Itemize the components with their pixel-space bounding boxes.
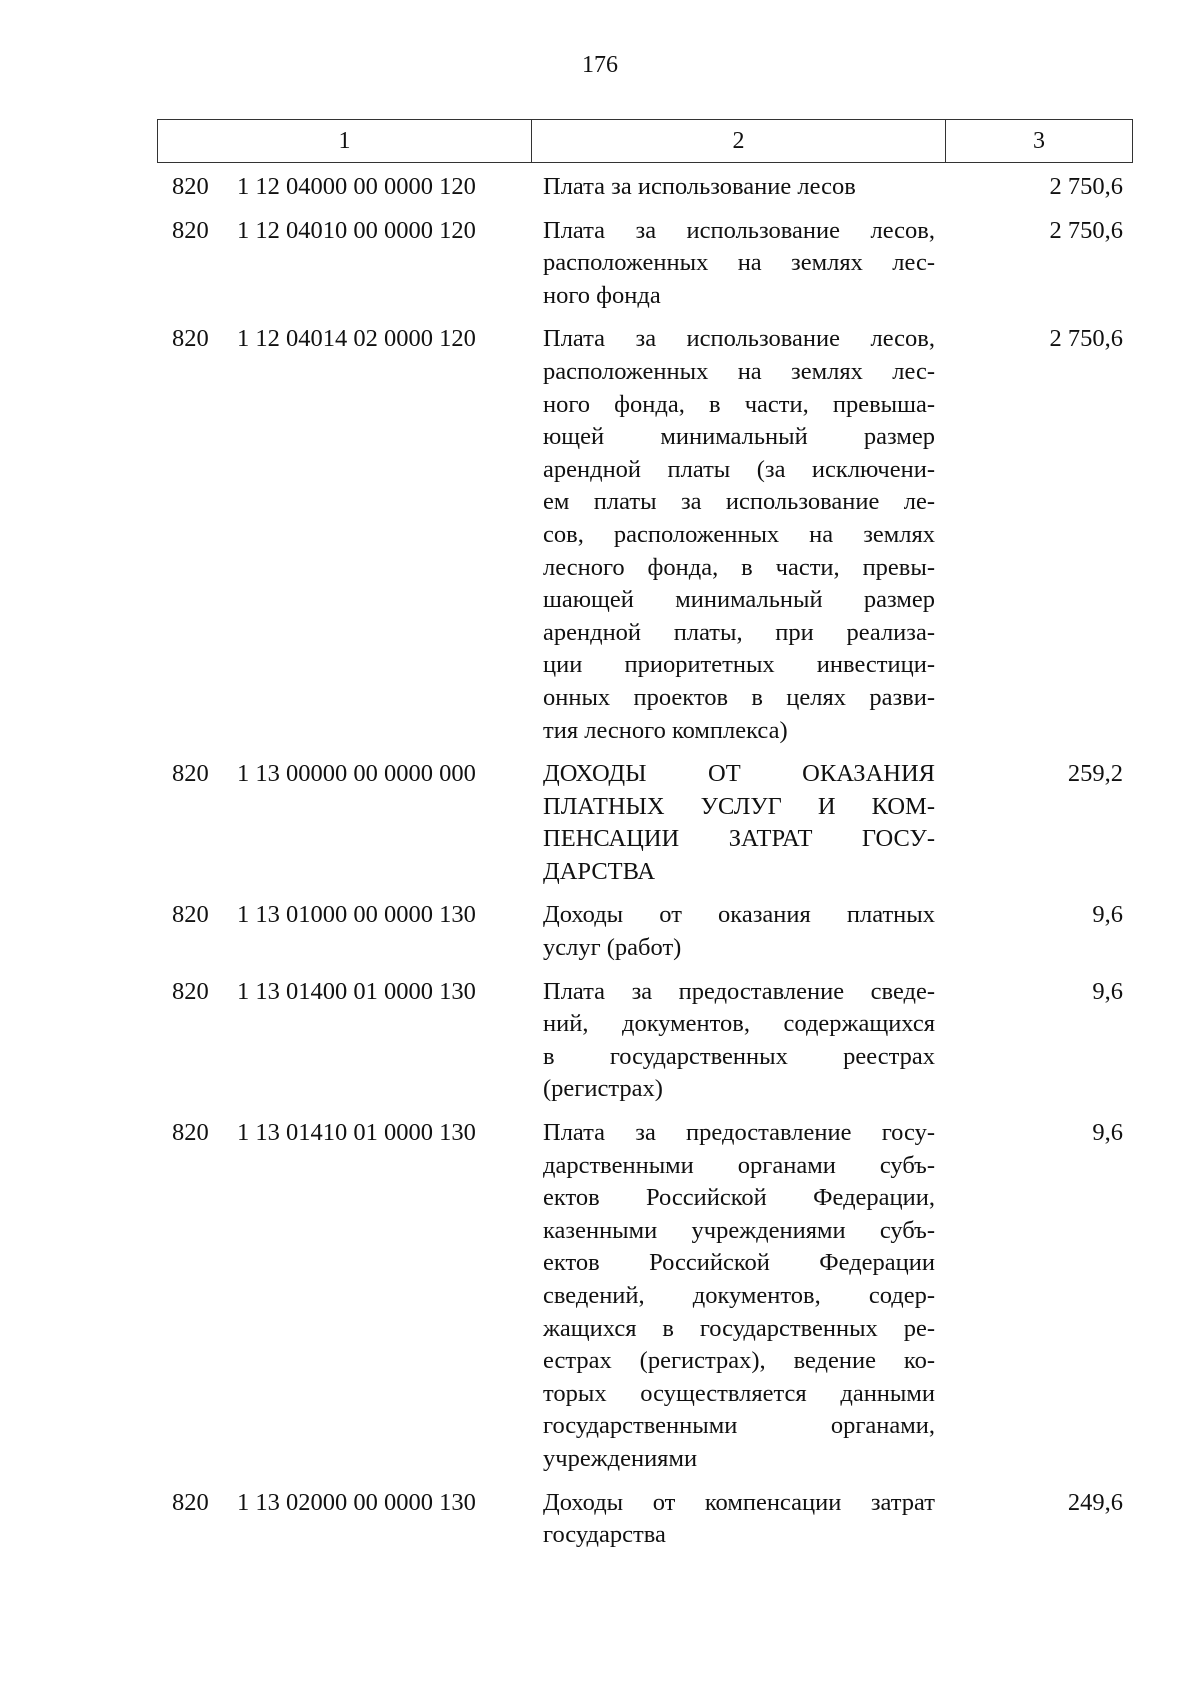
amount-value: 2 750,6: [1049, 216, 1123, 244]
revenue-name-line: ции приоритетных инвестици-: [543, 651, 935, 679]
revenue-name-line: ПЕНСАЦИИ ЗАТРАТ ГОСУ-: [543, 825, 935, 853]
revenue-name: [531, 758, 945, 888]
admin-code: 820: [172, 1119, 209, 1147]
amount-value: 259,2: [1067, 760, 1123, 788]
revenue-name: [531, 1117, 945, 1476]
admin-code: 820: [172, 173, 209, 200]
amount-value: 9,6: [1092, 977, 1123, 1005]
revenue-name-line: лесного фонда, в части, превы-: [543, 553, 935, 581]
revenue-name-line: сведений, документов, содер-: [543, 1282, 935, 1309]
revenue-name-line: ющей минимальный размер: [543, 423, 935, 451]
header-col-2: 2: [532, 120, 946, 162]
admin-code: 820: [172, 977, 209, 1005]
revenue-name-line: естрах (регистрах), ведение ко-: [543, 1347, 935, 1375]
revenue-name-line: Доходы от оказания платных: [543, 901, 935, 929]
page-number: 176: [582, 52, 618, 78]
revenue-name-line: ектов Российской Федерации: [543, 1249, 935, 1277]
revenue-name-line: ного фонда: [543, 281, 661, 309]
revenue-name: [531, 171, 945, 204]
revenue-name-line: Доходы от компенсации затрат: [543, 1488, 935, 1516]
revenue-name-line: Плата за использование лесов,: [543, 325, 935, 353]
revenue-name-line: сов, расположенных на землях: [543, 520, 935, 548]
revenue-name-line: арендной платы, при реализа-: [543, 618, 935, 646]
amount-value: 9,6: [1092, 1119, 1123, 1147]
table-row: [157, 1487, 1133, 1552]
revenue-name-line: жащихся в государственных ре-: [543, 1314, 935, 1342]
table-row: [157, 899, 1133, 964]
admin-code: 820: [172, 325, 209, 353]
table-row: [157, 1117, 1133, 1476]
revenue-name: [531, 215, 945, 313]
revenue-name-line: Плата за использование лесов,: [543, 216, 935, 244]
revenue-name-line: государства: [543, 1521, 666, 1549]
revenue-name-line: (регистрах): [543, 1075, 663, 1103]
revenue-name-line: онных проектов в целях разви-: [543, 683, 935, 711]
revenue-name-line: ДОХОДЫ ОТ ОКАЗАНИЯ: [543, 760, 935, 788]
revenue-name-line: услуг (работ): [543, 934, 682, 962]
budget-classification-code: 1 12 04010 00 0000 120: [237, 216, 476, 244]
amount-value: 2 750,6: [1049, 173, 1123, 200]
revenue-name-line: ДАРСТВА: [543, 857, 656, 885]
revenue-name-line: Плата за использование лесов: [543, 173, 856, 200]
revenue-name-line: шающей минимальный размер: [543, 586, 935, 614]
amount-value: 249,6: [1067, 1488, 1123, 1516]
budget-classification-code: 1 13 01410 01 0000 130: [237, 1119, 476, 1147]
budget-classification-code: 1 13 01000 00 0000 130: [237, 901, 476, 929]
revenue-name: [531, 976, 945, 1106]
revenue-name-line: Плата за предоставление госу-: [543, 1119, 935, 1147]
budget-classification-code: 1 12 04000 00 0000 120: [237, 173, 476, 200]
revenue-name: [531, 1487, 945, 1552]
table-header: [157, 119, 1133, 163]
table-row: [157, 758, 1133, 888]
table-row: [157, 323, 1133, 747]
budget-classification-code: 1 13 00000 00 0000 000: [237, 760, 476, 788]
revenue-name-line: ем платы за использование ле-: [543, 488, 935, 516]
admin-code: 820: [172, 760, 209, 788]
admin-code: 820: [172, 1488, 209, 1516]
budget-classification-code: 1 12 04014 02 0000 120: [237, 325, 476, 353]
header-col-1: 1: [158, 120, 532, 162]
revenue-name-line: расположенных на землях лес-: [543, 249, 935, 277]
admin-code: 820: [172, 901, 209, 929]
revenue-name-line: в государственных реестрах: [543, 1042, 935, 1070]
header-col-3: 3: [1033, 127, 1045, 154]
revenue-name-line: ектов Российской Федерации,: [543, 1184, 935, 1212]
revenue-name-line: учреждениями: [543, 1444, 698, 1472]
budget-classification-code: 1 13 02000 00 0000 130: [237, 1488, 476, 1516]
amount-value: 9,6: [1092, 901, 1123, 929]
revenue-name-line: ний, документов, содержащихся: [543, 1010, 935, 1038]
revenue-name-line: тия лесного комплекса): [543, 716, 788, 744]
revenue-name-line: Плата за предоставление сведе-: [543, 977, 935, 1005]
table-body: [157, 171, 1133, 1563]
admin-code: 820: [172, 216, 209, 244]
revenue-name-line: дарственными органами субъ-: [543, 1151, 935, 1179]
revenue-name-line: ного фонда, в части, превыша-: [543, 390, 935, 418]
budget-classification-code: 1 13 01400 01 0000 130: [237, 977, 476, 1005]
revenue-name-line: арендной платы (за исключени-: [543, 455, 935, 483]
revenue-name-line: торых осуществляется данными: [543, 1379, 935, 1407]
table-row: [157, 215, 1133, 313]
table-row: [157, 171, 1133, 204]
revenue-name-line: ПЛАТНЫХ УСЛУГ И КОМ-: [543, 792, 935, 820]
amount-value: 2 750,6: [1049, 325, 1123, 353]
table-row: [157, 976, 1133, 1106]
revenue-name: [531, 323, 945, 747]
revenue-name-line: казенными учреждениями субъ-: [543, 1216, 935, 1244]
revenue-name: [531, 899, 945, 964]
revenue-name-line: государственными органами,: [543, 1412, 935, 1440]
revenue-name-line: расположенных на землях лес-: [543, 357, 935, 385]
